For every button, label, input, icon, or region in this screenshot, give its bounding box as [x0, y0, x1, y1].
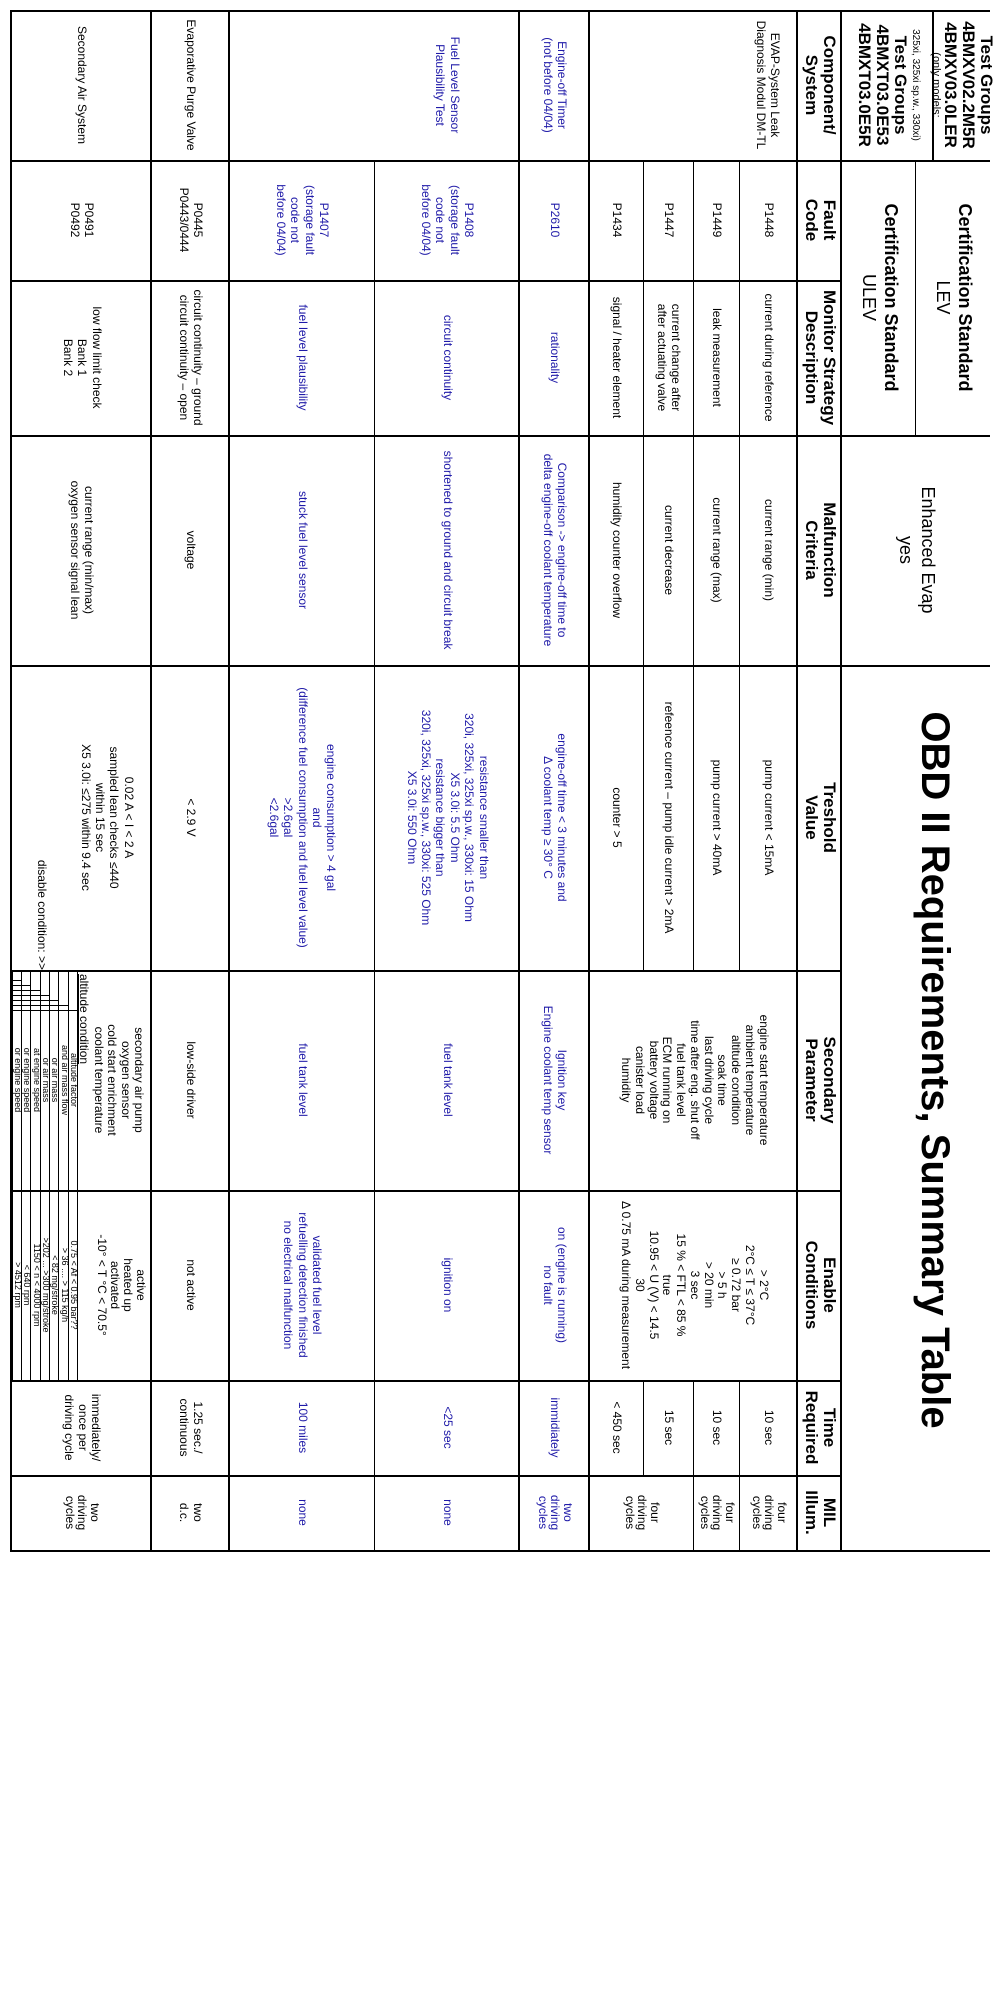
fuel-p1408-crit: shortened to ground and circuit break: [440, 450, 455, 650]
code-text: code not: [433, 196, 448, 244]
evap-p1434-crit: humidity counter overflow: [610, 481, 625, 619]
evap-p1449-thr: pump current > 40mA: [710, 759, 725, 876]
enable-condition: 10.95 < U (V) < 14.5: [646, 1230, 661, 1340]
timer-mil: [520, 1475, 590, 1550]
grid-line: [842, 665, 990, 667]
col-label: Malfunction: [819, 502, 839, 598]
mil-text: two: [560, 1503, 575, 1522]
timer-monitor: rationality: [548, 331, 563, 384]
evap-p1447-thr: refeence current – pump idle current > 2mA: [662, 701, 677, 934]
col-label: Illum.: [802, 1490, 821, 1535]
altitude-param: or engine speed: [13, 1047, 24, 1113]
col-label: Code: [802, 198, 821, 242]
timer-code: P2610: [548, 202, 563, 238]
fuel-p1408-sec: fuel tank level: [440, 1043, 455, 1117]
cert-standard-value: ULEV: [859, 273, 879, 322]
evap-p1434: P1434: [610, 202, 625, 238]
sas-enable: [90, 1190, 152, 1380]
fuel-p1407-crit: stuck fuel level sensor: [295, 490, 310, 610]
sas-component: Secondary Air System: [75, 25, 90, 145]
fuel-p1407-enable: [230, 1190, 375, 1380]
timer-enable: [520, 1190, 590, 1380]
mil-text: driving: [762, 1494, 777, 1531]
crit-text: oxygen sensor signal lean: [68, 480, 82, 620]
monitor-text: low flow limit check: [89, 306, 104, 409]
cert-standard-label: Certification Standard: [880, 203, 901, 392]
evap-secondary: [590, 970, 798, 1190]
evap-time-1448: 10 sec: [762, 1409, 777, 1446]
secondary-param: altitude condition: [729, 1034, 744, 1126]
enable-condition: true: [660, 1274, 675, 1296]
col-label: Component/: [819, 35, 839, 135]
purge-crit: voltage: [184, 530, 199, 570]
enable-condition: active: [134, 1269, 149, 1301]
code-text: P1407: [317, 202, 332, 238]
mil-text: four: [774, 1502, 789, 1523]
fuel-p1408: [375, 160, 520, 280]
enable-condition: validated fuel level: [310, 1235, 325, 1335]
fuel-p1407: [230, 160, 375, 280]
fuel-p1407-monitor: fuel level plausibility: [295, 304, 310, 411]
enable-condition: 30: [632, 1278, 647, 1292]
evap-time-1449: 10 sec: [710, 1409, 725, 1446]
thr-text: engine consumption > 4 gal: [324, 743, 339, 892]
evap-component: [738, 10, 798, 160]
enable-condition: 3 sec: [687, 1270, 702, 1300]
mil-text: cycles: [622, 1495, 637, 1530]
secondary-param: canister load: [632, 1045, 647, 1115]
rotated-table: [10, 10, 996, 1990]
fuel-component: [375, 10, 520, 160]
mil-text: driving: [75, 1494, 90, 1531]
purge-secondary: low-side driver: [184, 1041, 199, 1119]
secondary-param: humidity: [618, 1057, 633, 1103]
purge-mil: [152, 1475, 230, 1550]
evap-time-1434: < 450 sec: [610, 1401, 625, 1454]
col-label: Value: [802, 795, 821, 840]
enable-condition: 15 % < FTL < 85 %: [674, 1233, 689, 1337]
col-monitor: [798, 280, 842, 435]
purge-code: [152, 160, 230, 280]
only-models-label: (only models:: [930, 52, 942, 118]
enable-condition: no electrical malfunction: [281, 1220, 296, 1350]
time-text: continuous: [177, 1398, 191, 1457]
component-text: Plausibility Test: [433, 44, 448, 126]
fuel-p1408-enable: ignition on: [440, 1257, 455, 1313]
mil-text: two: [87, 1503, 102, 1522]
monitor-text: Bank 2: [60, 338, 75, 377]
altitude-param: or air mass: [50, 1057, 61, 1103]
component-text: EVAP-System Leak: [768, 32, 783, 138]
altitude-value: >202 ... >300 mg/stroke: [40, 1237, 51, 1333]
evap-p1449: P1449: [710, 202, 725, 238]
evap-p1447-monitor: [644, 280, 694, 435]
altitude-value: < 82 mg/stroke: [50, 1255, 61, 1315]
code-text: P1408: [462, 202, 477, 238]
purge-time: [152, 1380, 230, 1475]
enable-condition: > 5 h: [715, 1271, 730, 1299]
evap-p1448-monitor: current during reference: [762, 293, 777, 422]
fuel-p1407-mil: none: [295, 1499, 310, 1526]
crit-text: current range (min/max): [82, 485, 97, 615]
evap-p1434-thr: counter > 5: [610, 787, 625, 848]
thr-text: sampled lean checks ≤440: [107, 746, 122, 889]
sas-monitor: [12, 280, 152, 435]
grid-line: [10, 1550, 990, 1552]
thr-text: <2.6gal: [266, 797, 281, 838]
evap-p1447: P1447: [662, 202, 677, 238]
fuel-p1408-monitor: circuit continuity: [440, 314, 455, 401]
enable-condition: ≥ 0.72 bar: [729, 1258, 744, 1312]
timer-secondary: [520, 970, 590, 1190]
purge-component: Evaporative Purge Valve: [184, 19, 199, 151]
cert-standard-b: [842, 160, 916, 435]
thr-text: X5 3.0i: ≤275 within 9.4 sec: [78, 744, 93, 891]
purge-enable: not active: [184, 1259, 199, 1311]
thr-text: X5 3.0i: 550 Ohm: [404, 770, 419, 865]
mil-text: driving: [710, 1494, 725, 1531]
secondary-param: Ignition key: [555, 1049, 570, 1111]
fuel-p1408-time: <25 sec: [440, 1406, 455, 1449]
evap-p1448-crit: current range (min): [762, 498, 777, 602]
sas-time: [12, 1380, 152, 1475]
secondary-param: Engine coolant temp sensor: [541, 1005, 555, 1155]
test-group-code: 4BMXV02.2M5R: [958, 21, 978, 149]
code-text: (storage fault: [447, 184, 462, 256]
component-text: (not before 04/04): [541, 37, 555, 133]
fuel-p1407-sec: fuel tank level: [295, 1043, 310, 1117]
only-models-list: 325xi, 325xi sp.w., 330xi): [909, 29, 921, 141]
secondary-param: oxygen sensor: [119, 1040, 133, 1120]
altitude-param: at engine speed: [31, 1047, 42, 1113]
col-label: MIL: [819, 1497, 839, 1528]
secondary-param: time after eng. shut off: [687, 1020, 702, 1140]
evap-mil-1: [740, 1475, 798, 1550]
altitude-param: or air mass: [40, 1057, 51, 1103]
col-label: Time: [819, 1407, 839, 1448]
enable-condition: 2°C ≤ T ≤ 37°C: [743, 1244, 758, 1326]
col-label: Criteria: [802, 520, 821, 580]
mil-text: cycles: [62, 1495, 77, 1530]
mil-text: cycles: [697, 1495, 712, 1530]
col-enable: [798, 1190, 842, 1380]
component-text: Fuel Level Sensor: [447, 36, 462, 134]
secondary-param: cold start enrichment: [105, 1024, 120, 1136]
sas-code: [12, 160, 152, 280]
sas-secondary-2: [90, 970, 120, 1190]
enable-condition: Δ 0.75 mA during measurement: [618, 1200, 633, 1370]
test-groups-label: Test Groups: [976, 35, 996, 135]
evap-p1449-crit: current range (max): [710, 497, 725, 603]
test-groups-b: [842, 10, 934, 160]
sas-crit: [12, 435, 152, 665]
secondary-param: coolant temperature: [92, 1026, 106, 1134]
fuel-p1408-mil: none: [440, 1499, 455, 1526]
thr-text: within 15 sec: [93, 782, 107, 853]
altitude-value: < 640 rpm: [22, 1264, 33, 1306]
col-time: [798, 1380, 842, 1475]
evap-p1449-monitor: leak measurement: [710, 308, 725, 407]
code-text: code not: [288, 196, 303, 244]
title-text: OBD II Requirements, Summary Table: [913, 711, 957, 1429]
sas-mil: [12, 1475, 152, 1550]
col-malfunction: [798, 435, 842, 665]
mil-text: four: [722, 1502, 737, 1523]
secondary-param: soak time: [715, 1054, 730, 1106]
sas-thr: [62, 665, 152, 970]
code-text: (storage fault: [302, 184, 317, 256]
thr-text: >2.6gal: [281, 797, 296, 838]
code-text: before 04/04): [274, 184, 289, 256]
monitor-text: current change after: [669, 303, 684, 412]
test-group-code: 4BMXT03.0E53: [872, 24, 892, 146]
thr-text: resistance smaller than: [476, 755, 491, 880]
purge-monitor: [152, 280, 230, 435]
altitude-value: > 36 .... > 115 kg/h: [59, 1247, 70, 1323]
col-label: Secondary: [819, 1036, 839, 1124]
enable-condition: > 20 min: [701, 1261, 716, 1309]
purge-thr: < 2.9 V: [184, 798, 199, 837]
cert-standard-value: LEV: [933, 280, 953, 315]
thr-text: Δ coolant temp ≥ 30° C: [541, 756, 555, 879]
evap-enable: [590, 1190, 798, 1380]
test-groups-a: [930, 10, 996, 160]
evap-time-1447: 15 sec: [662, 1409, 677, 1446]
monitor-text: circuit continuity – open: [177, 294, 191, 421]
evap-mil-2: [694, 1475, 740, 1550]
monitor-text: circuit continuity – ground: [191, 289, 206, 426]
enable-condition: refuelling detection finished: [295, 1212, 310, 1358]
code-text: P0443/0444: [177, 187, 191, 253]
sas-disable: disable condition: >>: [35, 859, 50, 970]
fuel-p1408-thr: [375, 665, 520, 970]
thr-text: 320i, 325xi, 325xi sp.w., 330xi: 525 Ohm: [419, 709, 434, 926]
evap-p1448: P1448: [762, 202, 777, 238]
enable-condition: no fault: [541, 1265, 555, 1305]
crit-text: Comparison -> engine-off time to: [555, 462, 570, 638]
code-text: P0492: [68, 202, 82, 238]
timer-crit: [520, 435, 590, 665]
altitude-value: 1150 < n < 4000 rpm: [31, 1243, 42, 1327]
fuel-p1407-thr: [230, 665, 375, 970]
col-mil: [798, 1475, 842, 1550]
thr-text: X5 3.0i: 5.5 Ohm: [447, 772, 462, 863]
secondary-param: secondary air pump: [132, 1027, 147, 1133]
enable-condition: -10° < T °C < 70.5°: [94, 1234, 109, 1336]
code-text: P0445: [191, 202, 206, 238]
col-label: Description: [802, 310, 821, 405]
secondary-param: battery voltage: [646, 1040, 661, 1120]
time-text: once per: [75, 1404, 90, 1451]
thr-text: (difference fuel consumption and fuel level value): [295, 687, 310, 948]
enable-condition: activated: [108, 1260, 122, 1310]
col-label: Monitor Strategy: [819, 289, 839, 426]
monitor-text: Bank 1: [75, 338, 90, 377]
secondary-param: fuel tank level: [674, 1043, 689, 1117]
grid-line: [12, 980, 22, 981]
evap-p1447-crit: current decrease: [662, 504, 677, 596]
mil-text: two: [191, 1503, 206, 1522]
monitor-text: after actuating valve: [655, 303, 669, 412]
sas-altitude-label: altitude condition: [77, 974, 92, 1065]
mil-text: driving: [635, 1494, 650, 1531]
secondary-param: ECM running on: [660, 1036, 675, 1124]
thr-text: 0.02 A < I < 2 A: [121, 776, 136, 859]
col-label: Required: [802, 1390, 821, 1465]
fuel-p1407-time: 100 miles: [295, 1401, 310, 1454]
altitude-value: > 4512 rpm: [13, 1262, 24, 1308]
component-text: Engine-off Timer: [555, 41, 570, 129]
time-text: immediately/: [88, 1393, 103, 1462]
col-threshold: [798, 665, 842, 970]
enhanced-evap-value: yes: [896, 535, 916, 564]
evap-mil-3: [590, 1475, 694, 1550]
enable-condition: heated up: [121, 1258, 136, 1312]
col-component: [798, 10, 842, 160]
evap-p1434-monitor: signal / heater element: [610, 296, 625, 419]
secondary-param: engine start temperature: [756, 1014, 771, 1146]
enhanced-evap: [842, 435, 990, 665]
col-label: Parameter: [802, 1038, 821, 1122]
thr-text: resistance bigger than: [433, 758, 448, 877]
col-label: System: [802, 54, 821, 116]
secondary-param: last driving cycle: [701, 1035, 716, 1125]
content-root: [10, 10, 996, 1990]
timer-thr: [520, 665, 590, 970]
enhanced-evap-label: Enhanced Evap: [917, 486, 938, 614]
altitude-param: or engine speed: [22, 1047, 33, 1113]
test-group-code: 4BMXV03.0LER: [940, 22, 960, 148]
code-text: before 04/04): [419, 184, 434, 256]
component-text: Diagnosis Modul DM-TL: [754, 20, 768, 150]
col-label: Fault: [819, 199, 839, 241]
col-label: Treshold: [819, 782, 839, 853]
thr-text: and: [310, 807, 325, 828]
enable-condition: on (engine is running): [555, 1226, 570, 1344]
secondary-param: ambient temperature: [743, 1024, 758, 1136]
altitude-param: altitude factor: [68, 1052, 79, 1108]
time-text: driving cycle: [62, 1394, 77, 1461]
mil-text: driving: [548, 1494, 563, 1531]
timer-time: immidiately: [548, 1397, 563, 1458]
mil-text: cycles: [535, 1495, 550, 1530]
cert-standard-label: Certification Standard: [954, 203, 975, 392]
enable-condition: > 2°C: [756, 1269, 771, 1301]
evap-p1448-thr: pump current < 15mA: [762, 759, 777, 876]
timer-component: [520, 10, 590, 160]
col-fault-code: [798, 160, 842, 280]
mil-text: cycles: [749, 1495, 764, 1530]
test-group-code: 4BMXT03.0E5R: [855, 23, 875, 147]
time-text: 1.25 sec./: [191, 1401, 206, 1454]
mil-text: four: [647, 1502, 662, 1523]
altitude-value: 0.75 < Af < 0.95 bar??: [68, 1240, 79, 1330]
cert-standard-a: [916, 160, 990, 435]
mil-text: d.c.: [177, 1502, 191, 1523]
crit-text: delta engine-off coolant temperature: [541, 453, 555, 647]
thr-text: engine-off time < 3 minutes and: [555, 733, 570, 902]
test-groups-label: Test Groups: [890, 35, 910, 135]
altitude-param: and air mass flow: [59, 1044, 70, 1116]
code-text: P0491: [82, 202, 97, 238]
col-label: Enable: [819, 1257, 839, 1313]
col-label: Conditions: [802, 1240, 821, 1330]
col-secondary: [798, 970, 842, 1190]
thr-text: 320i, 325xi, 325xi sp.w., 330xi: 15 Ohm: [462, 713, 477, 922]
